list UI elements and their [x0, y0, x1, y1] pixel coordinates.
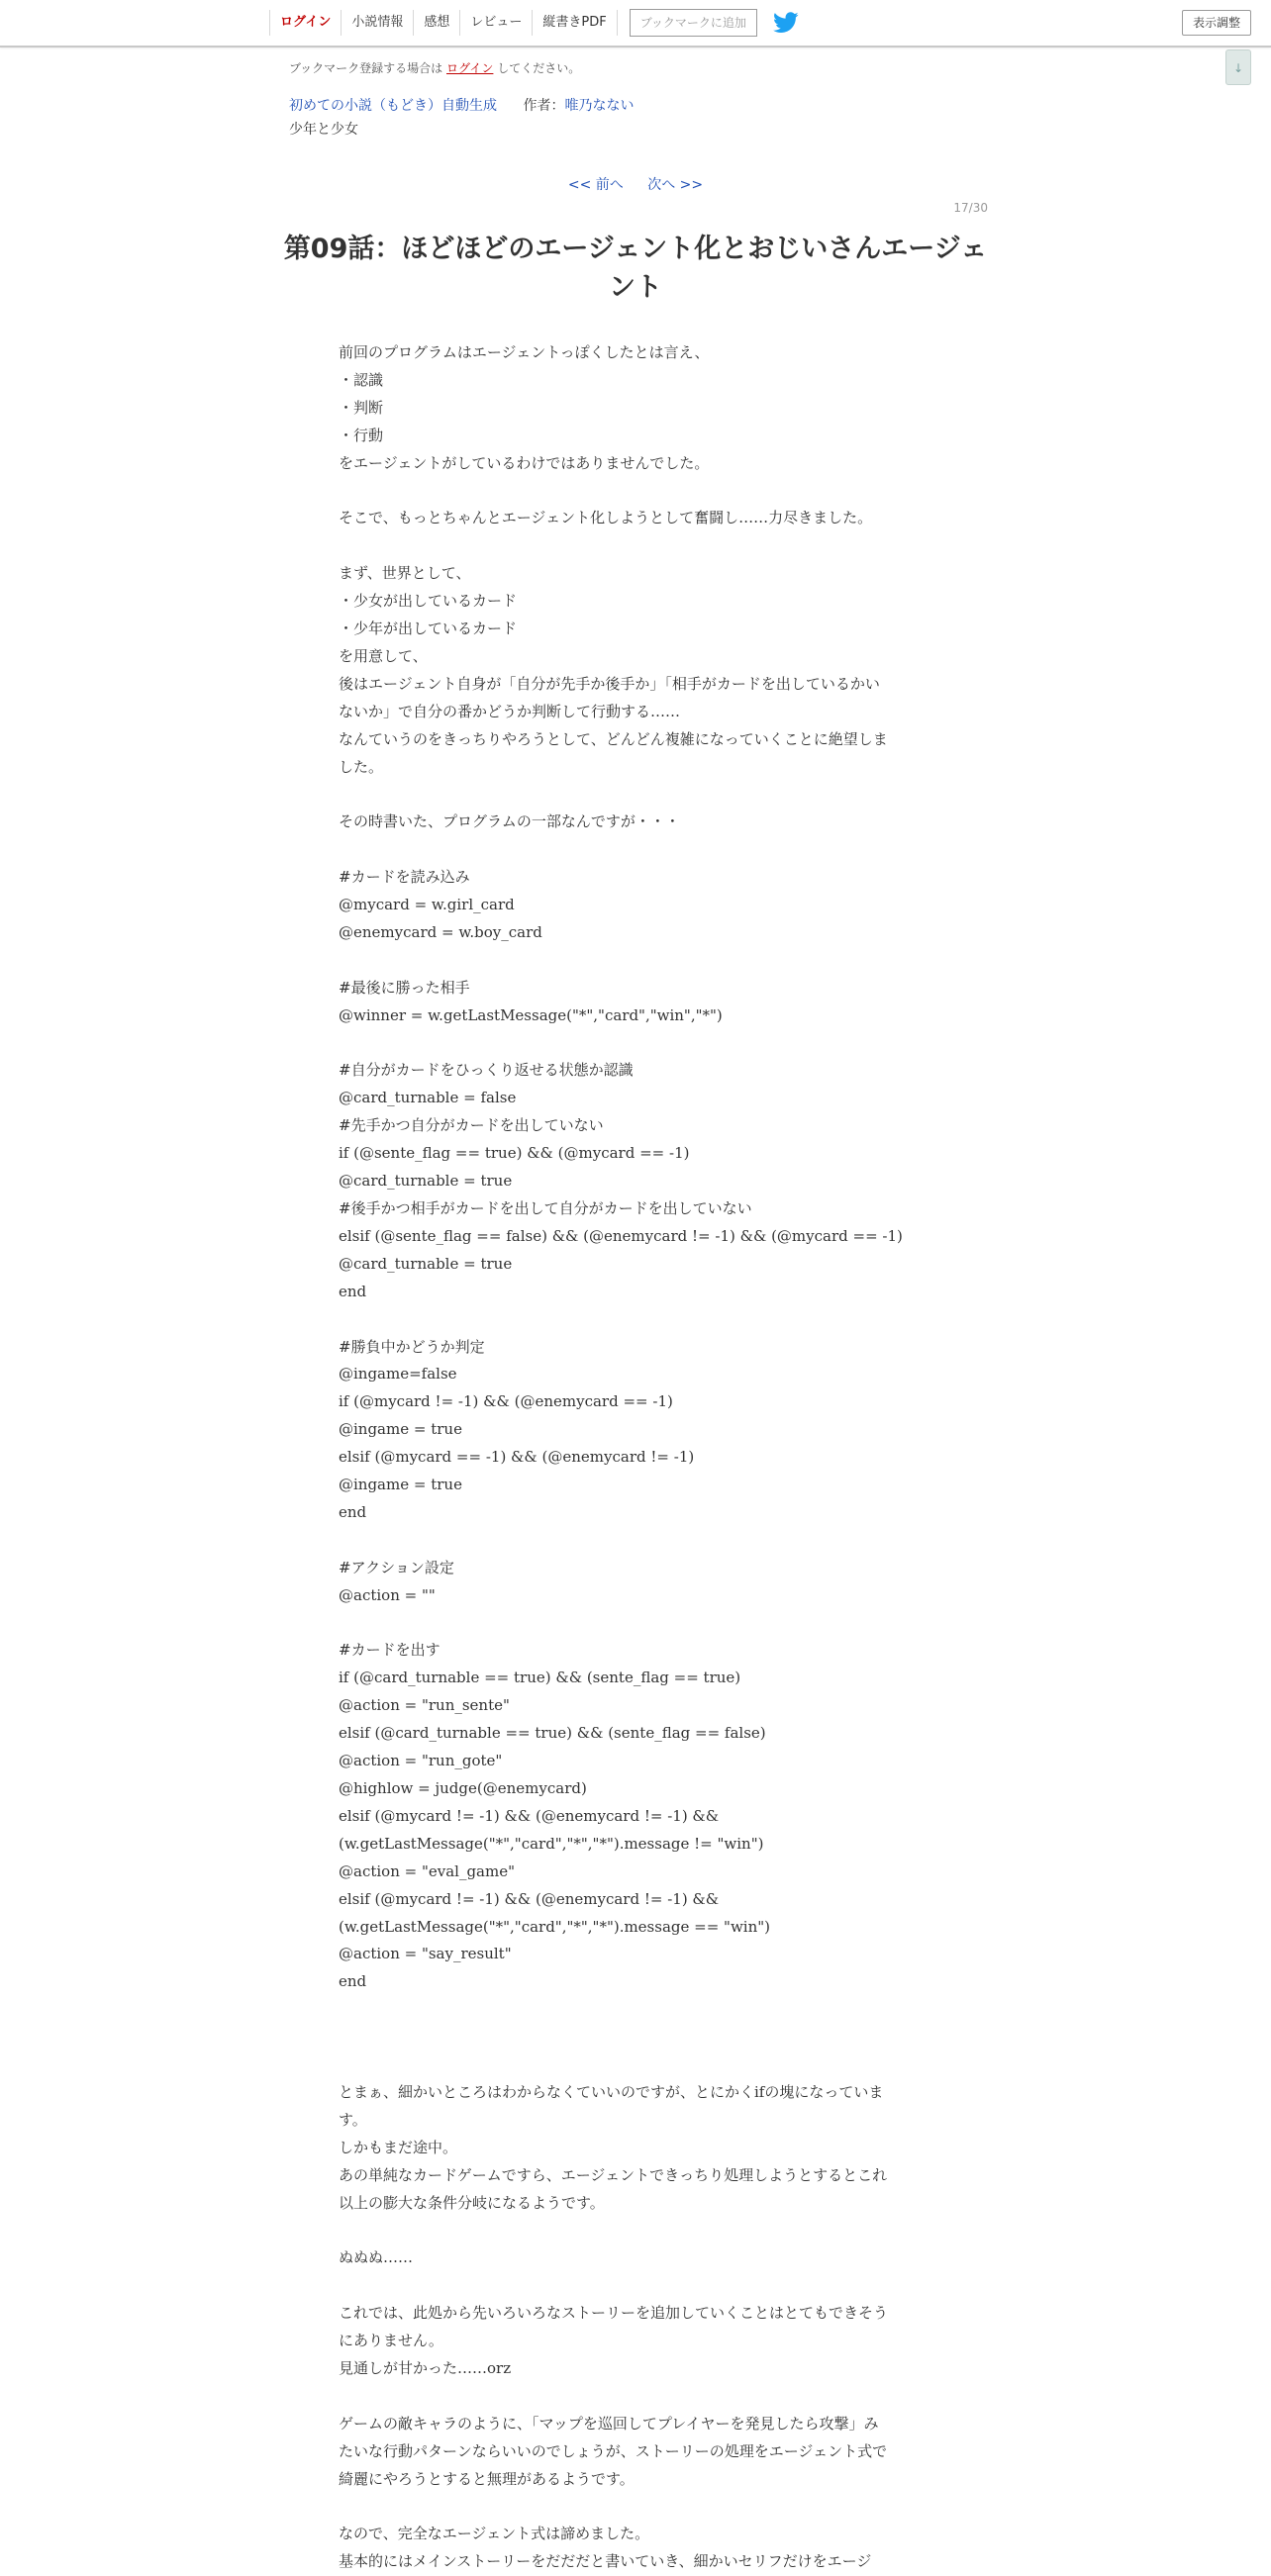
twitter-bird-icon[interactable] — [773, 12, 799, 34]
body-line: しかもまだ途中。 — [339, 2138, 458, 2156]
body-line: (w.getLastMessage("*","card","*","*").message != "win") — [339, 1834, 764, 1853]
body-line: end — [339, 1282, 367, 1300]
body-line: とまぁ、細かいところはわからなくていいのですが、とにかくifの塊になっていま — [339, 2082, 884, 2101]
body-line — [339, 1030, 932, 1058]
body-line: elsif (@card_turnable == true) && (sente_flag == false) — [339, 1724, 766, 1743]
series-title-link[interactable]: 初めての小説（もどき）自動生成 — [289, 98, 497, 114]
chapter-body — [339, 339, 932, 2576]
body-line: @enemycard = w.boy_card — [339, 922, 542, 941]
body-line: @action = "" — [339, 1585, 436, 1604]
main-nav — [269, 10, 799, 36]
top-navigation-bar — [0, 0, 1271, 48]
series-info — [289, 95, 634, 115]
add-bookmark-button[interactable]: ブックマークに追加 — [630, 9, 757, 37]
body-line: @action = "eval_game" — [339, 1861, 516, 1880]
body-line: @action = "say_result" — [339, 1945, 512, 1963]
body-line: @highlow = judge(@enemycard) — [339, 1778, 587, 1797]
notice-login-link[interactable]: ログイン — [446, 61, 494, 75]
body-line: #最後に勝った相手 — [339, 978, 470, 997]
body-line: @action = "run_gote" — [339, 1752, 503, 1770]
body-line: ぬぬぬ…… — [339, 2248, 414, 2267]
body-line — [339, 1996, 932, 2024]
body-line — [339, 947, 932, 975]
chapter-title — [269, 230, 1002, 307]
body-line: 以上の膨大な条件分岐になるようです。 — [339, 2193, 605, 2212]
body-line: にありません。 — [339, 2332, 443, 2350]
body-line: した。 — [339, 757, 384, 776]
body-line: #アクション設定 — [339, 1558, 454, 1576]
body-line: #後手かつ相手がカードを出して自分がカードを出していない — [339, 1199, 752, 1217]
body-line: if (@mycard != -1) && (@enemycard == -1) — [339, 1392, 673, 1411]
author-link[interactable]: 唯乃なない — [564, 98, 635, 114]
body-line: これでは、此処から先いろいろなストーリーを追加していくことはとてもできそう — [339, 2304, 889, 2323]
body-line: ・認識 — [339, 370, 384, 389]
body-line: @card_turnable = true — [339, 1172, 513, 1191]
body-line: あの単純なカードゲームですら、エージェントできっちり処理しようとするとこれ — [339, 2165, 888, 2184]
body-line: まず、世界として、 — [339, 564, 471, 583]
body-line: elsif (@mycard != -1) && (@enemycard != -1) && — [339, 1806, 720, 1825]
page-count: 17/30 — [953, 201, 988, 215]
body-line: ・少女が出しているカード — [339, 592, 518, 611]
body-line — [339, 781, 932, 809]
notice-text-before: ブックマーク登録する場合は — [289, 61, 443, 75]
body-line: @card_turnable = true — [339, 1254, 513, 1273]
body-line: す。 — [339, 2110, 367, 2129]
pager — [0, 174, 1271, 194]
scroll-down-tab[interactable]: ↓ — [1225, 49, 1251, 85]
display-settings-button[interactable]: 表示調整 — [1182, 10, 1251, 36]
nav-impressions-link[interactable]: 感想 — [413, 10, 459, 36]
body-line: @ingame = true — [339, 1476, 462, 1494]
body-line — [339, 532, 932, 560]
next-page-link[interactable]: 次へ >> — [647, 177, 704, 193]
body-line — [339, 2493, 932, 2521]
body-line: 前回のプログラムはエージェントっぽくしたとは言え、 — [339, 343, 710, 361]
body-line: elsif (@mycard == -1) && (@enemycard != -1) — [339, 1448, 695, 1467]
body-line: 後はエージェント自身が「自分が先手か後手か」「相手がカードを出しているかい — [339, 674, 880, 693]
body-line: ・行動 — [339, 426, 384, 444]
nav-novel-info-link[interactable]: 小説情報 — [341, 10, 413, 36]
body-line: #先手かつ自分がカードを出していない — [339, 1116, 604, 1135]
body-line: なので、完全なエージェント式は諦めました。 — [339, 2525, 650, 2543]
body-line: その時書いた、プログラムの一部なんですが・・・ — [339, 812, 680, 831]
body-line: #勝負中かどうか判定 — [339, 1337, 485, 1356]
body-line: @ingame = true — [339, 1420, 462, 1439]
body-line: #カードを読み込み — [339, 868, 470, 887]
body-line: 見通しが甘かった……orz — [339, 2358, 512, 2377]
body-line: #自分がカードをひっくり返せる状態か認識 — [339, 1061, 634, 1080]
body-line: @card_turnable = false — [339, 1089, 517, 1107]
body-line: (w.getLastMessage("*","card","*","*").message == "win") — [339, 1917, 770, 1936]
body-line: ゲームの敵キャラのように、「マップを巡回してプレイヤーを発見したら攻撃」み — [339, 2414, 879, 2433]
nav-login-link[interactable]: ログイン — [269, 10, 341, 36]
bookmark-login-notice — [289, 59, 580, 76]
body-line: @ingame=false — [339, 1365, 457, 1383]
body-line: @winner = w.getLastMessage("*","card","win","*") — [339, 1005, 723, 1024]
body-line: end — [339, 1502, 367, 1521]
chapter-title-line-1: 第09話：ほどほどのエージェント化とおじいさんエージェ — [283, 234, 988, 264]
body-line: ・少年が出しているカード — [339, 620, 518, 638]
chapter-subtitle: 少年と少女 — [289, 122, 358, 138]
body-line: elsif (@sente_flag == false) && (@enemycard != -1) && (@mycard == -1) — [339, 1226, 903, 1245]
body-line: #カードを出す — [339, 1641, 440, 1660]
body-line — [339, 478, 932, 506]
body-line: elsif (@mycard != -1) && (@enemycard != -1) && — [339, 1889, 720, 1908]
body-line: ・判断 — [339, 398, 384, 417]
body-line — [339, 836, 932, 864]
chapter-title-line-2: ント — [609, 272, 662, 303]
body-line: ないか」で自分の番かどうか判断して行動する…… — [339, 702, 681, 720]
body-line: そこで、もっとちゃんとエージェント化しようとして奮闘し……力尽きました。 — [339, 509, 873, 527]
notice-text-after: してください。 — [497, 61, 581, 75]
body-line: たいな行動パターンならいいのでしょうが、ストーリーの処理をエージェント式で — [339, 2441, 888, 2460]
body-line: end — [339, 1972, 367, 1991]
body-line: をエージェントがしているわけではありませんでした。 — [339, 453, 710, 472]
body-line: なんていうのをきっちりやろうとして、どんどん複雑になっていくことに絶望しま — [339, 729, 888, 748]
nav-review-link[interactable]: レビュー — [459, 10, 532, 36]
body-line — [339, 1610, 932, 1638]
body-line: @mycard = w.girl_card — [339, 896, 515, 914]
body-line — [339, 1306, 932, 1334]
body-line — [339, 2217, 932, 2244]
body-line — [339, 2383, 932, 2411]
body-line — [339, 2272, 932, 2300]
prev-page-link[interactable]: << 前へ — [567, 177, 624, 193]
body-line: @action = "run_sente" — [339, 1696, 510, 1715]
body-line — [339, 2051, 932, 2079]
body-line: 基本的にはメインストーリーをだだだと書いていき、細かいセリフだけをエージ — [339, 2552, 872, 2571]
body-line — [339, 1527, 932, 1555]
nav-vertical-pdf-link[interactable]: 縦書きPDF — [532, 10, 617, 36]
author-label: 作者： — [523, 98, 565, 114]
body-line: if (@card_turnable == true) && (sente_flag == true) — [339, 1669, 741, 1687]
body-line: を用意して、 — [339, 646, 428, 665]
body-line: 綺麗にやろうとすると無理があるようです。 — [339, 2469, 635, 2488]
body-line — [339, 2024, 932, 2051]
body-line: if (@sente_flag == true) && (@mycard == -1) — [339, 1144, 690, 1163]
